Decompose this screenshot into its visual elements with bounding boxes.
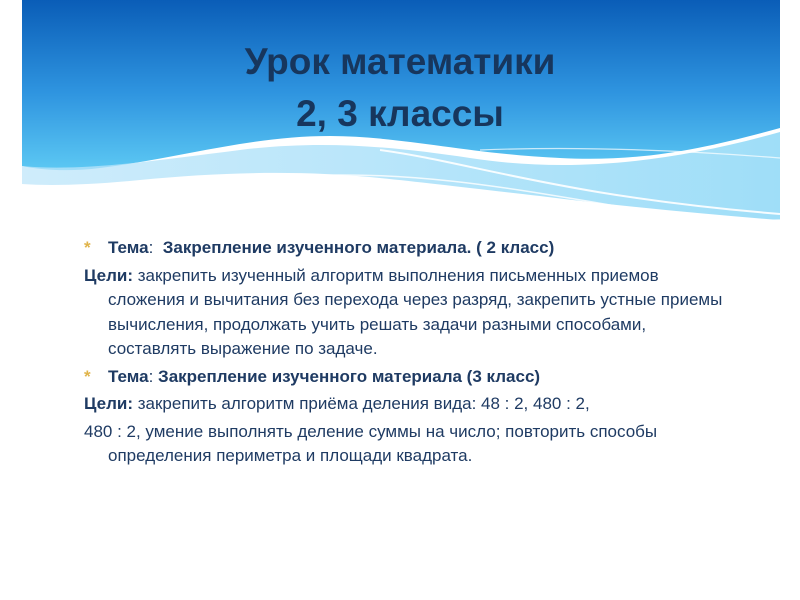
topic-colon: :: [148, 366, 154, 386]
bullet-asterisk-icon: *: [84, 366, 91, 386]
bullet-asterisk-icon: *: [84, 238, 91, 257]
goals-text: закрепить алгоритм приёма деления вида: 48 : 2, 480 : 2,: [137, 394, 590, 413]
lesson-content: [84, 236, 724, 472]
goals-2nd-grade: [84, 264, 724, 362]
title-line-2: 2, 3 классы: [296, 93, 504, 134]
goals-continued-text: 480 : 2, умение выполнять деление суммы на число; повторить способы определения периметра и площади квадрата.: [84, 421, 658, 465]
topic-text: Закрепление изученного материала (3 класс): [158, 366, 541, 386]
title-line-1: Урок математики: [244, 41, 556, 82]
goals-label: Цели:: [84, 394, 133, 413]
topic-3rd-grade: [84, 365, 724, 390]
topic-label: Тема: [108, 238, 149, 257]
topic-colon: :: [148, 238, 154, 257]
goals-label: Цели:: [84, 265, 133, 285]
slide-title: [0, 36, 800, 140]
goals-3rd-grade-continued: [84, 420, 724, 469]
goals-3rd-grade: [84, 392, 724, 417]
topic-2nd-grade: [84, 236, 724, 261]
topic-text: Закрепление изученного материала. ( 2 класс): [162, 238, 555, 257]
topic-label: Тема: [108, 366, 149, 386]
goals-text: закрепить изученный алгоритм выполнения письменных приемов сложения и вычитания без перехода через разряд, закрепить устные приемы вычисления, продолжать учить решать задачи разными способами, составлять выражение по задаче.: [108, 265, 723, 358]
